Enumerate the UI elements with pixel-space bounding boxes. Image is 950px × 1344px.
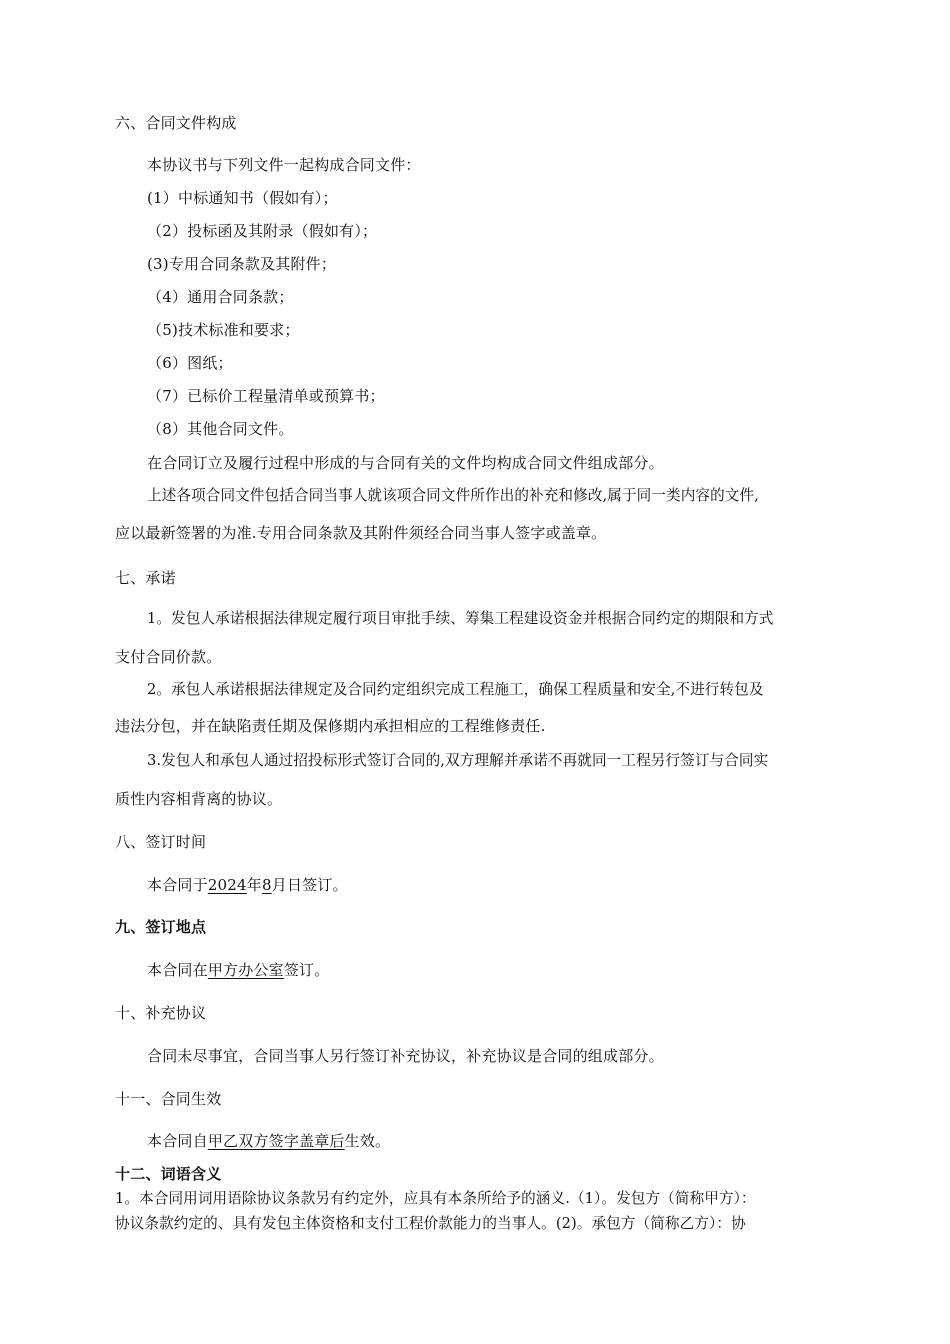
section-12-heading: 十二、词语含义	[115, 1165, 222, 1183]
effective-suffix: 生效。	[344, 1132, 391, 1150]
effective-line	[147, 1131, 390, 1151]
section-6-intro: 本协议书与下列文件一起构成合同文件：	[147, 156, 421, 174]
signing-place-suffix: 签订。	[283, 961, 330, 979]
section-6-paragraph: 应以最新签署的为准.专用合同条款及其附件须经合同当事人签字或盖章。	[115, 524, 607, 542]
signing-year-unit: 年	[246, 876, 262, 894]
signing-place-prefix: 本合同在	[147, 961, 208, 979]
signing-place: 甲方办公室	[207, 961, 284, 979]
section-7-paragraph: 3.发包人和承包人通过招投标形式签订合同的,双方理解并承诺不再就同一工程另行签订与合同实	[147, 752, 769, 769]
document-list-item: （2）投标函及其附录（假如有）；	[147, 222, 378, 240]
section-7-paragraph: 质性内容相背离的协议。	[115, 790, 283, 808]
effective-condition: 甲乙双方签字盖章后	[207, 1132, 345, 1150]
document-list-item: （5)技术标准和要求；	[147, 321, 300, 339]
section-7-paragraph: 违法分包，并在缺陷责任期及保修期内承担相应的工程维修责任.	[115, 717, 546, 735]
signing-year: 2024	[207, 876, 247, 894]
signing-date-prefix: 本合同于	[147, 876, 208, 894]
section-6-paragraph: 上述各项合同文件包括合同当事人就该项合同文件所作出的补充和修改,属于同一类内容的文件,	[147, 487, 759, 504]
document-list-item: (1）中标通知书（假如有）；	[147, 189, 338, 207]
document-list-item: （6）图纸；	[147, 354, 233, 372]
signing-place-line	[147, 960, 329, 980]
signing-month: 8	[262, 876, 272, 894]
document-list-item: (3)专用合同条款及其附件；	[147, 255, 337, 273]
section-7-paragraph: 1。发包人承诺根据法律规定履行项目审批手续、筹集工程建设资金并根据合同约定的期限和方式	[147, 610, 774, 627]
effective-prefix: 本合同自	[147, 1132, 208, 1150]
section-7-paragraph: 2。承包人承诺根据法律规定及合同约定组织完成工程施工，确保工程质量和安全,不进行转包及	[147, 681, 764, 698]
section-7-paragraph: 支付合同价款。	[115, 648, 222, 666]
document-list-item: （8）其他合同文件。	[147, 420, 294, 438]
section-7-heading: 七、承诺	[115, 569, 176, 587]
section-9-heading: 九、签订地点	[115, 918, 207, 936]
signing-date-suffix: 月日签订。	[271, 876, 348, 894]
document-list-item: （4）通用合同条款；	[147, 288, 294, 306]
section-12-paragraph: 协议条款约定的、具有发包主体资格和支付工程价款能力的当事人。(2)。承包方（简称乙方）：协	[115, 1215, 746, 1232]
signing-date-line	[147, 875, 348, 895]
section-8-heading: 八、签订时间	[115, 833, 207, 851]
section-11-heading: 十一、合同生效	[115, 1090, 222, 1108]
document-list-item: （7）已标价工程量清单或预算书；	[147, 387, 385, 405]
section-6-heading: 六、合同文件构成	[115, 114, 237, 132]
section-10-paragraph: 合同未尽事宜，合同当事人另行签订补充协议，补充协议是合同的组成部分。	[147, 1047, 664, 1065]
section-6-paragraph: 在合同订立及履行过程中形成的与合同有关的文件均构成合同文件组成部分。	[147, 454, 664, 472]
section-12-paragraph: 1。本合同用词用语除协议条款另有约定外，应具有本条所给予的涵义.（1）。发包方（简称甲方）：	[115, 1190, 756, 1207]
section-10-heading: 十、补充协议	[115, 1004, 207, 1022]
